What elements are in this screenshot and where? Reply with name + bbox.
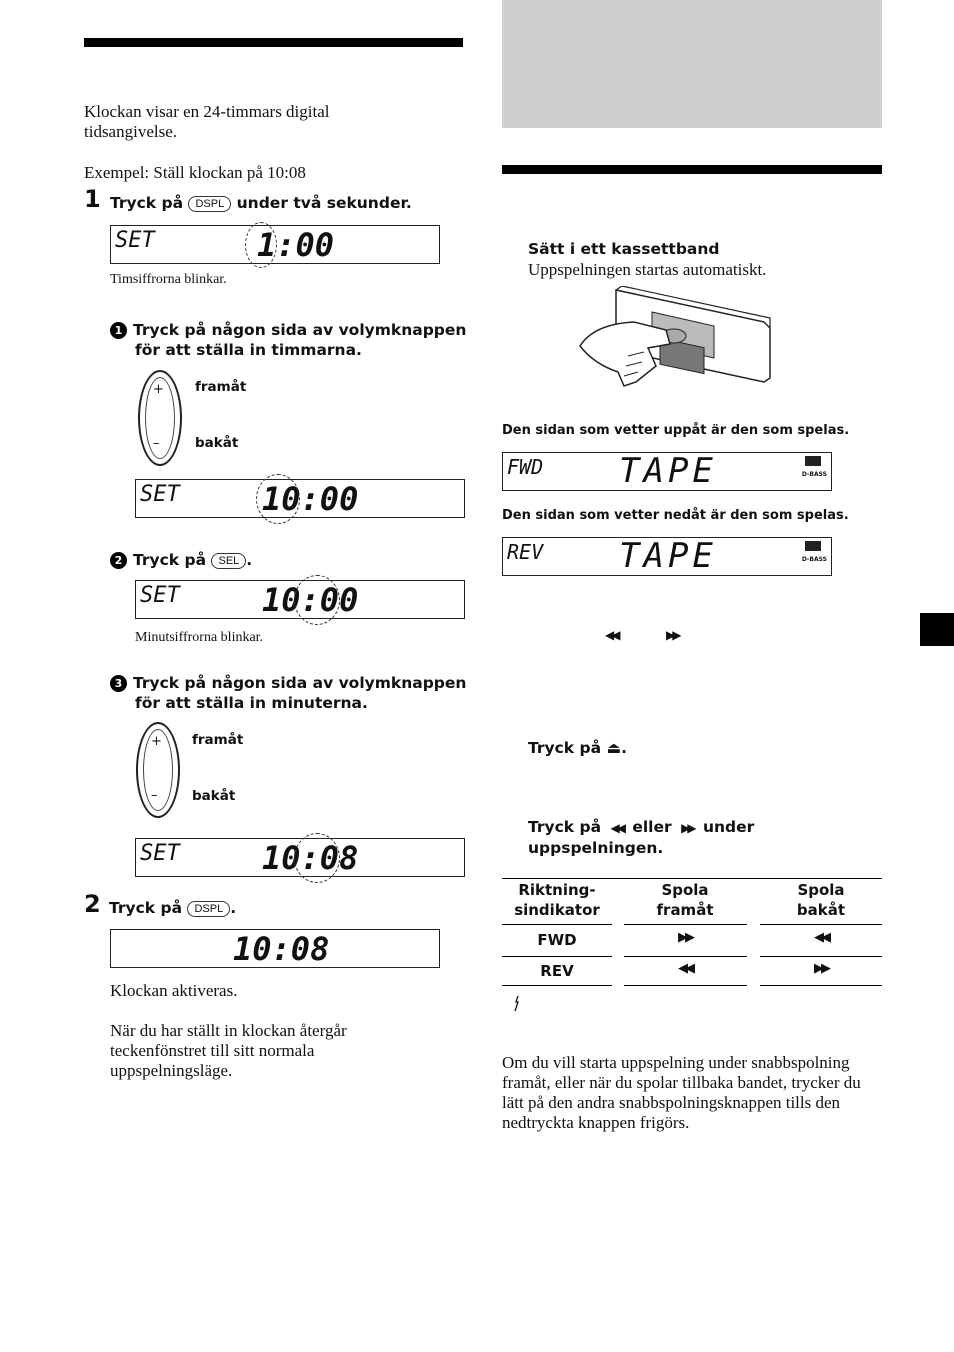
lcd-display-3 [135, 580, 465, 619]
step-1-instruction [110, 193, 412, 213]
up-side-caption: Den sidan som vetter uppåt är den som spelas. [502, 423, 850, 438]
row-rev-direction: REV [540, 962, 574, 980]
row-fwd-back-symbol: ◀◀ [814, 930, 828, 945]
lcd-direction: FWD [507, 455, 544, 479]
table-top-rule [502, 878, 882, 879]
substep-3-marker: 3 [110, 675, 127, 692]
blink-indicator [294, 833, 340, 883]
lcd-mode: SET [140, 841, 180, 866]
dbass-badge: D-BASS [801, 556, 827, 563]
substep-3 [110, 673, 470, 713]
header-direction [502, 880, 612, 920]
lcd-time: 10:08 [262, 839, 359, 877]
knob-plus: + [153, 382, 164, 397]
lcd-rev-tape [502, 537, 832, 576]
rule [502, 924, 612, 925]
label-forward-2: framåt [192, 732, 244, 748]
rule [624, 924, 747, 925]
eject-instruction [528, 738, 627, 758]
insert-text: Uppspelningen startas automatiskt. [528, 260, 767, 279]
substep-1-marker: 1 [110, 322, 127, 339]
lcd-display-1 [110, 225, 440, 264]
eject-post: . [621, 739, 628, 757]
dspl-key: DSPL [188, 196, 231, 212]
substep-1-line2: för att ställa in timmarna. [135, 341, 362, 359]
substep-3-line1: Tryck på någon sida av volymknappen [133, 674, 467, 692]
down-side-caption: Den sidan som vetter nedåt är den som spelas. [502, 508, 849, 523]
tip-icon-shape [514, 996, 520, 1012]
section-tab [920, 613, 954, 646]
row-rev-forward-symbol: ◀◀ [678, 961, 692, 976]
rule [760, 985, 882, 986]
step-2-post: . [230, 899, 237, 917]
rewind-icon: ◀◀ [610, 821, 623, 835]
step-1-number: 1 [84, 185, 101, 213]
lcd-time: 10:00 [262, 581, 359, 619]
dspl-key: DSPL [187, 901, 230, 917]
ffrew-mid: eller [632, 818, 672, 836]
header-back-l1: Spola [797, 881, 845, 899]
step-2-pre: Tryck på [109, 899, 183, 917]
lcd-source: TAPE [619, 536, 717, 576]
lcd-time: 1:00 [257, 226, 335, 264]
dbass-badge: D-BASS [801, 471, 827, 478]
label-forward-1: framåt [195, 379, 247, 395]
header-direction-l2: sindikator [514, 901, 600, 919]
fastforward-symbol: ▶▶ [666, 628, 679, 642]
lcd-mode: SET [140, 482, 180, 507]
rewind-symbol: ◀◀ [605, 628, 618, 642]
knob-minus: – [151, 788, 158, 803]
step-2-number: 2 [84, 890, 101, 918]
lcd-time: 10:00 [262, 480, 359, 518]
tip-icon [514, 996, 520, 1012]
rule [760, 956, 882, 957]
gray-header-box [502, 0, 882, 128]
lcd-fwd-tape [502, 452, 832, 491]
eject-pre: Tryck på [528, 739, 602, 757]
blink-indicator [245, 222, 277, 268]
volume-knob-1 [138, 370, 182, 466]
rule [502, 985, 612, 986]
activated-text: Klockan aktiveras. [110, 981, 238, 1000]
volume-knob-2 [136, 722, 180, 818]
lcd-display-4 [135, 838, 465, 877]
lcd-mode: SET [115, 228, 155, 253]
tape-icon [805, 456, 821, 466]
substep-3-line2: för att ställa in minuterna. [135, 694, 368, 712]
ffrew-pre: Tryck på [528, 818, 602, 836]
sel-key: SEL [211, 553, 246, 569]
tip-text: Om du vill starta uppspelning under snabbspolning framåt, eller när du spolar tillbaka bandet, trycker du lätt på den andra snabbspolningsknappen tills den nedtryckta knappen frigörs. [502, 1053, 861, 1132]
blink-indicator [294, 575, 340, 625]
rule [760, 924, 882, 925]
substep-2-marker: 2 [110, 552, 127, 569]
lcd-display-5 [110, 929, 440, 968]
fastforward-icon: ▶▶ [681, 821, 694, 835]
after-text: När du har ställt in klockan återgår teckenfönstret till sitt normala uppspelningsläge. [110, 1021, 347, 1080]
row-fwd-forward-symbol: ▶▶ [678, 930, 692, 945]
tape-icon [805, 541, 821, 551]
rule [624, 985, 747, 986]
step-2-instruction [109, 898, 236, 918]
cassette-insert-illustration [574, 286, 774, 390]
row-fwd-direction: FWD [537, 931, 577, 949]
substep-2-pre: Tryck på [133, 551, 207, 569]
knob-plus: + [151, 734, 162, 749]
header-forward [624, 880, 746, 920]
header-forward-l2: framåt [656, 901, 714, 919]
header-back [760, 880, 882, 920]
substep-1 [110, 320, 470, 360]
section-rule-left [84, 38, 463, 47]
lcd-direction: REV [507, 540, 544, 564]
lcd-mode: SET [140, 583, 180, 608]
step-1-post: under två sekunder. [236, 194, 412, 212]
label-back-2: bakåt [192, 788, 236, 804]
caption-hours-blink: Timsiffrorna blinkar. [110, 272, 227, 287]
header-forward-l1: Spola [661, 881, 709, 899]
ffrew-post: under [702, 818, 755, 836]
knob-minus: – [153, 436, 160, 451]
rule [502, 956, 612, 957]
label-back-1: bakåt [195, 435, 239, 451]
lcd-source: TAPE [619, 451, 717, 491]
blink-indicator [256, 474, 300, 524]
step-1-pre: Tryck på [110, 194, 184, 212]
eject-icon: ⏏ [606, 739, 622, 757]
caption-minutes-blink: Minutsiffrorna blinkar. [135, 630, 264, 645]
rule [624, 956, 747, 957]
intro-text: Klockan visar en 24-timmars digital tidsangivelse. [84, 102, 330, 141]
substep-1-line1: Tryck på någon sida av volymknappen [133, 321, 467, 339]
ffrew-instruction [528, 817, 828, 858]
ffrew-line2: uppspelningen. [528, 839, 664, 857]
header-back-l2: bakåt [796, 901, 846, 919]
row-rev-back-symbol: ▶▶ [814, 961, 828, 976]
header-direction-l1: Riktning- [518, 881, 596, 899]
lcd-time: 10:08 [233, 930, 330, 968]
substep-2-post: . [246, 551, 253, 569]
lcd-display-2 [135, 479, 465, 518]
example-text: Exempel: Ställ klockan på 10:08 [84, 163, 306, 182]
insert-title: Sätt i ett kassettband [528, 240, 720, 258]
section-rule-right [502, 165, 882, 174]
substep-2 [110, 550, 252, 570]
